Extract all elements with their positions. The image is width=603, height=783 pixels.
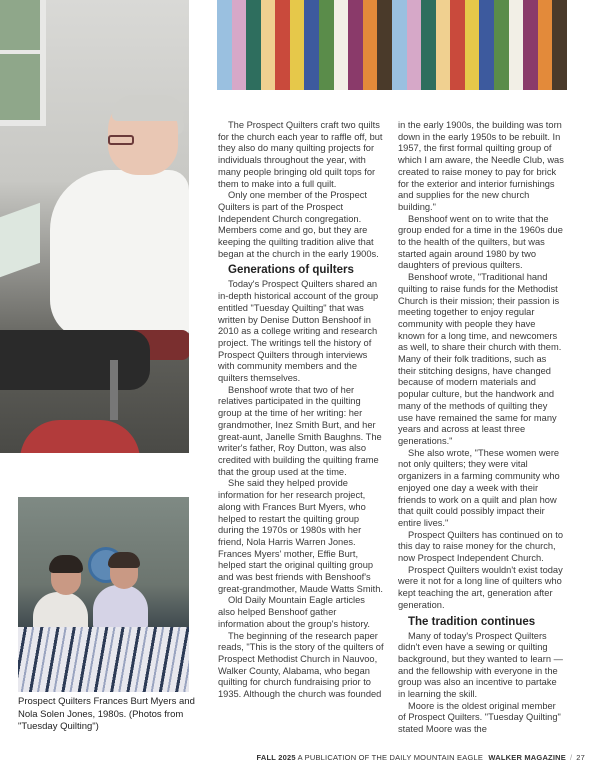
quilt-square xyxy=(392,51,407,64)
quilt-square xyxy=(509,77,524,90)
quilt-square xyxy=(232,77,247,90)
quilt-square xyxy=(392,77,407,90)
woman-body xyxy=(50,170,189,340)
photo-caption: Prospect Quilters Frances Burt Myers and Nola Solen Jones, 1980s. (Photos from "Tuesday Quilting") xyxy=(18,696,195,732)
quilt-square xyxy=(523,77,538,90)
quilt-square xyxy=(290,26,305,39)
quilt-square xyxy=(304,77,319,90)
quilt-square xyxy=(261,13,276,26)
quilt-square xyxy=(552,64,567,77)
paragraph: in the early 1900s, the building was torn down in the early 1950s to be rebuilt. In 1957, the first formal quilting group of which I am aware, the Needle Club, was created to raise money to pay for brick for the exterior and interior furnishings and supplies for the new church building." xyxy=(398,120,564,212)
quilt-square xyxy=(450,26,465,39)
quilt-square xyxy=(494,0,509,13)
quilter-2-body xyxy=(93,585,148,630)
quilt-square xyxy=(523,26,538,39)
quilt-square xyxy=(552,39,567,52)
quilter-2-hair xyxy=(108,552,140,568)
quilt-square xyxy=(319,0,334,13)
quilt-square xyxy=(479,51,494,64)
quilt-square xyxy=(450,51,465,64)
quilt-square xyxy=(392,64,407,77)
quilt-square xyxy=(363,13,378,26)
quilt-square xyxy=(363,39,378,52)
quilt-square xyxy=(523,13,538,26)
quilt-square xyxy=(290,64,305,77)
paragraph: Benshoof wrote, "Traditional hand quilting to raise funds for the Methodist Church is their mission; their passion is meeting together to enjoy regular community with people they have known for a long time, and newcomers as well, to share their church with them. Many of their folk traditions, such as their stitching designs, have changed because of modern materials and popular culture, but the handwork and many of the methods of quilting they use have remained the same for many years and across at least three generations." xyxy=(398,272,562,446)
paragraph: Benshoof went on to write that the group ended for a time in the 1960s due to the health of the quilters, but was started again around 1980 by two daughters of previous quilters. xyxy=(398,213,563,271)
quilt-square xyxy=(538,13,553,26)
quilt-square xyxy=(450,0,465,13)
quilt-square xyxy=(275,64,290,77)
quilt-square xyxy=(377,51,392,64)
quilt-square xyxy=(334,64,349,77)
quilt-square xyxy=(538,64,553,77)
paragraph: Benshoof wrote that two of her relatives participated in the quilting group at the time of her writing: her grandmother, Inez Smith Burt, and her great-aunt, Janelle Smith Baughns. The writer's father, Roy Dutton, was also credited with building the quilting frame that the group used at the time. xyxy=(218,384,382,477)
quilt-square xyxy=(290,51,305,64)
quilt-square xyxy=(538,77,553,90)
quilt-square xyxy=(436,26,451,39)
article-column-1 xyxy=(218,120,384,701)
magazine-label: WALKER MAGAZINE xyxy=(488,753,566,762)
quilt-square xyxy=(275,51,290,64)
quilt-square xyxy=(275,13,290,26)
quilt-square xyxy=(290,13,305,26)
patchwork-quilt-photo xyxy=(217,0,567,90)
quilt-square xyxy=(465,26,480,39)
quilt-square xyxy=(538,39,553,52)
quilt-square xyxy=(421,26,436,39)
quilt-square xyxy=(479,13,494,26)
quilt-square xyxy=(450,77,465,90)
quilt-square xyxy=(348,13,363,26)
quilt-square xyxy=(479,64,494,77)
quilt-square xyxy=(509,13,524,26)
quilt-square xyxy=(509,0,524,13)
quilt-square xyxy=(261,0,276,13)
quilt-square xyxy=(421,13,436,26)
quilt-square xyxy=(377,0,392,13)
quilt-square xyxy=(479,77,494,90)
quilt-square xyxy=(436,39,451,52)
paragraph: Moore is the oldest original member of Prospect Quilters. "Tuesday Quilting" stated Moore was the xyxy=(398,700,561,735)
quilt-square xyxy=(494,26,509,39)
quilt-square xyxy=(304,26,319,39)
quilt-square xyxy=(217,77,232,90)
quilt-square xyxy=(217,26,232,39)
quilt-square xyxy=(348,39,363,52)
quilt-square xyxy=(377,13,392,26)
historical-quilters-photo xyxy=(18,497,189,692)
quilt-square xyxy=(363,64,378,77)
quilt-square xyxy=(232,26,247,39)
quilt-square xyxy=(334,77,349,90)
quilt-square xyxy=(232,39,247,52)
quilt-square xyxy=(392,13,407,26)
quilt-square xyxy=(334,13,349,26)
quilt-square xyxy=(538,0,553,13)
quilt-square xyxy=(494,64,509,77)
quilt-square xyxy=(217,64,232,77)
quilt-square xyxy=(290,0,305,13)
quilt-square xyxy=(363,0,378,13)
quilt-square xyxy=(479,0,494,13)
quilt-square xyxy=(538,51,553,64)
section-heading: Generations of quilters xyxy=(228,264,354,277)
quilt-square xyxy=(465,64,480,77)
quilt-square xyxy=(217,0,232,13)
quilt-square xyxy=(261,26,276,39)
quilt-square xyxy=(334,51,349,64)
quilt-square xyxy=(217,51,232,64)
quilt-square xyxy=(246,77,261,90)
quilt-square xyxy=(334,0,349,13)
quilt-square xyxy=(421,77,436,90)
quilt-square xyxy=(450,64,465,77)
quilt-square xyxy=(552,0,567,13)
quilt-square xyxy=(304,0,319,13)
quilt-square xyxy=(552,13,567,26)
quilt-square xyxy=(290,77,305,90)
quilt-square xyxy=(304,51,319,64)
quilt-square xyxy=(319,26,334,39)
paragraph: The Prospect Quilters craft two quilts for the church each year to raffle off, but they also do many quilting projects for individuals throughout the year, with many people bringing old quilt tops for them to make into a full quilt. xyxy=(218,120,383,189)
page-number: 27 xyxy=(576,753,585,762)
quilt-square xyxy=(421,39,436,52)
red-cushion xyxy=(20,420,140,453)
paragraph: Prospect Quilters has continued on to this day to raise money for the church, now Prospect Independent Church. xyxy=(398,529,564,564)
quilt-square xyxy=(232,13,247,26)
quilt-square xyxy=(552,26,567,39)
quilt-square xyxy=(465,13,480,26)
paragraph: Today's Prospect Quilters shared an in-depth historical account of the group entitled "Tuesday Quilting" that was written by Denise Dutton Benshoof in 2010 as a college writing and research project. The writings tell the history of Prospect Quilters through interviews with community members and the quilters themselves. xyxy=(218,279,379,384)
quilt-square xyxy=(465,39,480,52)
window xyxy=(0,0,46,126)
quilt-square xyxy=(377,26,392,39)
quilt-square xyxy=(319,13,334,26)
quilt-square xyxy=(246,64,261,77)
quilt-square xyxy=(509,51,524,64)
quilt-square xyxy=(217,13,232,26)
quilt-square xyxy=(494,51,509,64)
quilt-square xyxy=(509,39,524,52)
quilt-square xyxy=(465,77,480,90)
quilt-square xyxy=(348,51,363,64)
quilt-square xyxy=(421,0,436,13)
quilt-square xyxy=(363,51,378,64)
quilt-square xyxy=(421,51,436,64)
paragraph: The beginning of the research paper reads, "This is the story of the quilters of Prospect Methodist Church in Nauvoo, Walker County, Alabama, who began quilting for church fundraising prior to 1935. Although the church was founded xyxy=(218,630,384,700)
quilt-square xyxy=(348,77,363,90)
article-column-2 xyxy=(398,120,564,736)
quilt-on-frame xyxy=(18,627,189,692)
quilt-square xyxy=(232,64,247,77)
quilt-square xyxy=(392,0,407,13)
quilt-square xyxy=(407,64,422,77)
quilt-square xyxy=(275,26,290,39)
quilt-square xyxy=(479,39,494,52)
quilt-square xyxy=(552,77,567,90)
quilt-square xyxy=(436,77,451,90)
quilt-square xyxy=(334,26,349,39)
quilt-square xyxy=(494,77,509,90)
quilt-square xyxy=(494,39,509,52)
quilt-square xyxy=(436,51,451,64)
quilt-square xyxy=(246,51,261,64)
quilt-square xyxy=(436,64,451,77)
quilt-square xyxy=(509,64,524,77)
quilt-square xyxy=(407,13,422,26)
quilt-square xyxy=(450,13,465,26)
quilt-square xyxy=(377,39,392,52)
quilt-square xyxy=(392,39,407,52)
quilt-square xyxy=(261,39,276,52)
quilt-square xyxy=(304,13,319,26)
quilt-square xyxy=(275,39,290,52)
paragraph: Prospect Quilters wouldn't exist today were it not for a long line of quilters who kept teaching the art, generation after generation. xyxy=(398,564,563,610)
quilt-square xyxy=(377,64,392,77)
quilt-square xyxy=(494,13,509,26)
quilt-square xyxy=(261,77,276,90)
quilter-1-hair xyxy=(49,555,83,573)
quilt-square xyxy=(523,0,538,13)
quilt-square xyxy=(421,64,436,77)
paragraph: Old Daily Mountain Eagle articles also helped Benshoof gather information about the group's history. xyxy=(218,595,370,629)
publication-label: A PUBLICATION OF THE DAILY MOUNTAIN EAGLE xyxy=(297,753,484,762)
quilt-square xyxy=(261,64,276,77)
quilt-square xyxy=(509,26,524,39)
quilt-square xyxy=(552,51,567,64)
quilt-square xyxy=(319,77,334,90)
quilt-square xyxy=(319,39,334,52)
woman-legs xyxy=(0,330,150,390)
quilt-square xyxy=(377,77,392,90)
chair-stem xyxy=(110,360,118,420)
quilt-square xyxy=(523,39,538,52)
paragraph: Many of today's Prospect Quilters didn't even have a sewing or quilting background, but they wanted to learn — and the fellowship with everyone in the group was also an incentive to partake in learning the skill. xyxy=(398,630,563,700)
quilt-square xyxy=(261,51,276,64)
quilt-square xyxy=(319,51,334,64)
quilt-square xyxy=(436,0,451,13)
quilt-square xyxy=(407,77,422,90)
quilt-square xyxy=(275,77,290,90)
quilt-square xyxy=(407,0,422,13)
quilt-square xyxy=(538,26,553,39)
quilt-square xyxy=(363,26,378,39)
woman-hair-top xyxy=(112,95,184,121)
quilting-woman-photo xyxy=(0,0,189,453)
quilt-square xyxy=(334,39,349,52)
quilt-square xyxy=(523,51,538,64)
quilt-square xyxy=(407,39,422,52)
quilt-square xyxy=(217,39,232,52)
quilt-square xyxy=(523,64,538,77)
quilt-square xyxy=(275,0,290,13)
quilt-square xyxy=(465,51,480,64)
quilt-square xyxy=(290,39,305,52)
quilt-square xyxy=(436,13,451,26)
quilt-square xyxy=(246,13,261,26)
quilt-square xyxy=(450,39,465,52)
quilt-square xyxy=(319,64,334,77)
section-heading: The tradition continues xyxy=(408,615,536,628)
quilt-square xyxy=(232,0,247,13)
issue-label: FALL 2025 xyxy=(256,753,296,762)
quilt-square xyxy=(479,26,494,39)
quilt-square xyxy=(348,0,363,13)
quilt-square xyxy=(304,39,319,52)
quilt-square xyxy=(465,0,480,13)
quilt-square xyxy=(363,77,378,90)
quilt-square xyxy=(246,26,261,39)
glasses xyxy=(108,135,134,145)
quilt-square xyxy=(348,64,363,77)
quilt-in-frame xyxy=(0,203,40,278)
quilt-square xyxy=(407,26,422,39)
paragraph: She also wrote, "These women were not only quilters; they were vital organizers in a farming community who enjoyed one day a week with their friends to work on a quilt and plan how that quilt could possibly impact their entire lives." xyxy=(398,447,560,528)
quilt-square xyxy=(348,26,363,39)
quilt-square xyxy=(246,39,261,52)
quilt-square xyxy=(392,26,407,39)
paragraph: Only one member of the Prospect Quilters is part of the Prospect Independent Church congregation. Members come and go, but they are keeping the quilting tradition alive that began at the church in the early 1900s. xyxy=(218,190,379,259)
page-footer: FALL 2025 A PUBLICATION OF THE DAILY MOUNTAIN EAGLE WALKER MAGAZINE / 27 xyxy=(256,753,585,762)
paragraph: She said they helped provide information for her research project, along with Frances Burt Myers, who helped to restart the quilting group during the 1970s or 1980s with her friend, Nola Harris Warren Jones. Frances Myers' mother, Effie Burt, helped start the original quilting group and was best friends with Benshoof's great-grandmother, Maude Watts Smith. xyxy=(218,478,384,594)
quilt-square xyxy=(246,0,261,13)
quilt-square xyxy=(407,51,422,64)
quilt-square xyxy=(304,64,319,77)
quilt-square xyxy=(232,51,247,64)
